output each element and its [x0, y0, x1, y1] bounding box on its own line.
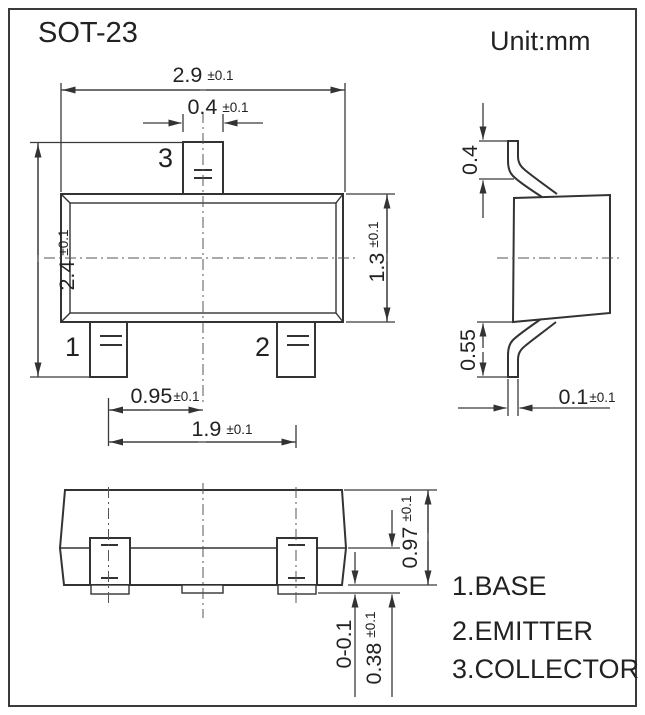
dim-text: $1.3^{\pm 0.1}$	[365, 221, 389, 283]
pin2-pad	[277, 322, 315, 377]
side-view	[456, 103, 623, 416]
page-border	[9, 9, 636, 706]
bottom-lead-gullwing	[508, 319, 556, 377]
body-corner-bevel	[61, 194, 70, 203]
dim-text: 0.95±0.1	[130, 384, 200, 408]
dim-text: 0.4 ±0.1	[187, 95, 249, 119]
dim-text: 0.55	[456, 329, 480, 371]
dim-pin-span	[109, 417, 297, 448]
body-corner-bevel	[336, 313, 343, 322]
body-corner-bevel	[336, 194, 343, 203]
pin1-foot	[91, 585, 129, 594]
dim-text: $0.38^{\pm 0.1}$	[362, 611, 386, 685]
pin2-foot	[278, 585, 316, 594]
pin3-label: 3	[158, 143, 174, 173]
dim-text: 0.1±0.1	[558, 385, 616, 409]
dim-text: $2.4^{\pm 0.1}$	[55, 229, 79, 291]
dim-body-thickness	[344, 490, 437, 585]
legend-item-base: 1.BASE	[452, 571, 547, 601]
dim-lead-bottom-height	[456, 322, 513, 377]
dim-overall-height	[30, 143, 183, 378]
dim-text: 0-0.1	[332, 619, 356, 669]
dim-text: 1.9 ±0.1	[191, 417, 253, 441]
body-corner-bevel	[61, 313, 70, 322]
pin-legend	[452, 571, 639, 684]
front-view	[60, 483, 437, 697]
top-view	[30, 63, 395, 448]
dim-pin3-width	[143, 95, 263, 132]
dim-lead-top-height	[458, 103, 514, 218]
dim-text: 0.4	[458, 145, 482, 175]
unit-label: Unit:mm	[490, 26, 591, 56]
top-lead-gullwing	[508, 141, 557, 197]
legend-item-collector: 3.COLLECTOR	[452, 654, 640, 684]
dim-text: $0.97^{\pm 0.1}$	[398, 495, 422, 569]
pin1-pad	[90, 322, 127, 377]
legend-item-emitter: 2.EMITTER	[452, 616, 594, 646]
dim-text: 2.9 ±0.1	[172, 63, 234, 87]
page-title: SOT-23	[38, 17, 138, 49]
pin2-label: 2	[255, 332, 271, 362]
dim-pin-pitch	[109, 384, 204, 446]
pin1-label: 1	[65, 332, 81, 362]
dim-lead-thickness	[458, 379, 616, 416]
